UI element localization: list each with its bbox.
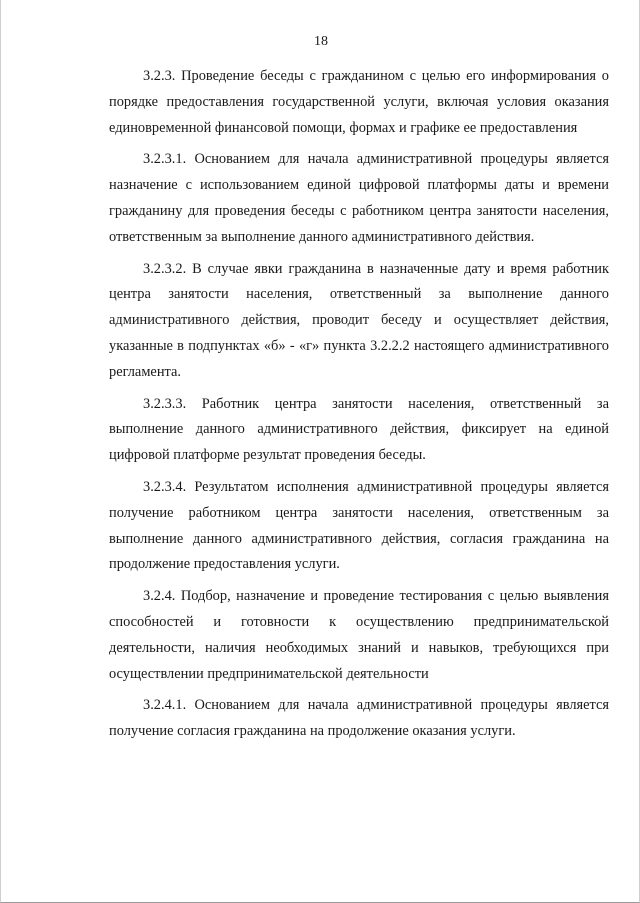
paragraph-3-2-3-3: 3.2.3.3. Работник центра занятости населения, ответственный за выполнение данного административного действия, фиксирует на единой цифровой платформе результат проведения беседы.	[109, 395, 609, 464]
paragraph-3-2-4-1: 3.2.4.1. Основанием для начала административной процедуры является получение согласия гражданина на продолжение оказания услуги.	[109, 697, 609, 740]
paragraph-3-2-3-1: 3.2.3.1. Основанием для начала административной процедуры является назначение с использованием единой цифровой платформы даты и времени гражданину для проведения беседы с работником центра занятости населения, ответственным за выполнение данного административного действия.	[109, 151, 609, 245]
paragraph-3-2-4: 3.2.4. Подбор, назначение и проведение тестирования с целью выявления способностей и готовности к осуществлению предпринимательской деятельности, наличия необходимых знаний и навыков, требующихся при осуществлении предпринимательской деятельности	[109, 588, 609, 682]
document-body	[109, 64, 609, 751]
paragraph-3-2-3-2: 3.2.3.2. В случае явки гражданина в назначенные дату и время работник центра занятости населения, ответственный за выполнение данного административного действия, проводит беседу и осуществляет действия, указанные в подпунктах «б» - «г» пункта 3.2.2.2 настоящего административного регламента.	[109, 260, 609, 380]
paragraph-3-2-3-4: 3.2.3.4. Результатом исполнения административной процедуры является получение работником центра занятости населения, ответственным за выполнение данного административного действия, согласия гражданина на продолжение предоставления услуги.	[109, 478, 609, 573]
page-number: 18	[314, 34, 328, 49]
paragraph-3-2-3: 3.2.3. Проведение беседы с гражданином с целью его информирования о порядке предоставления государственной услуги, включая условия оказания единовременной финансовой помощи, формах и графике ее предоставления	[109, 68, 609, 136]
